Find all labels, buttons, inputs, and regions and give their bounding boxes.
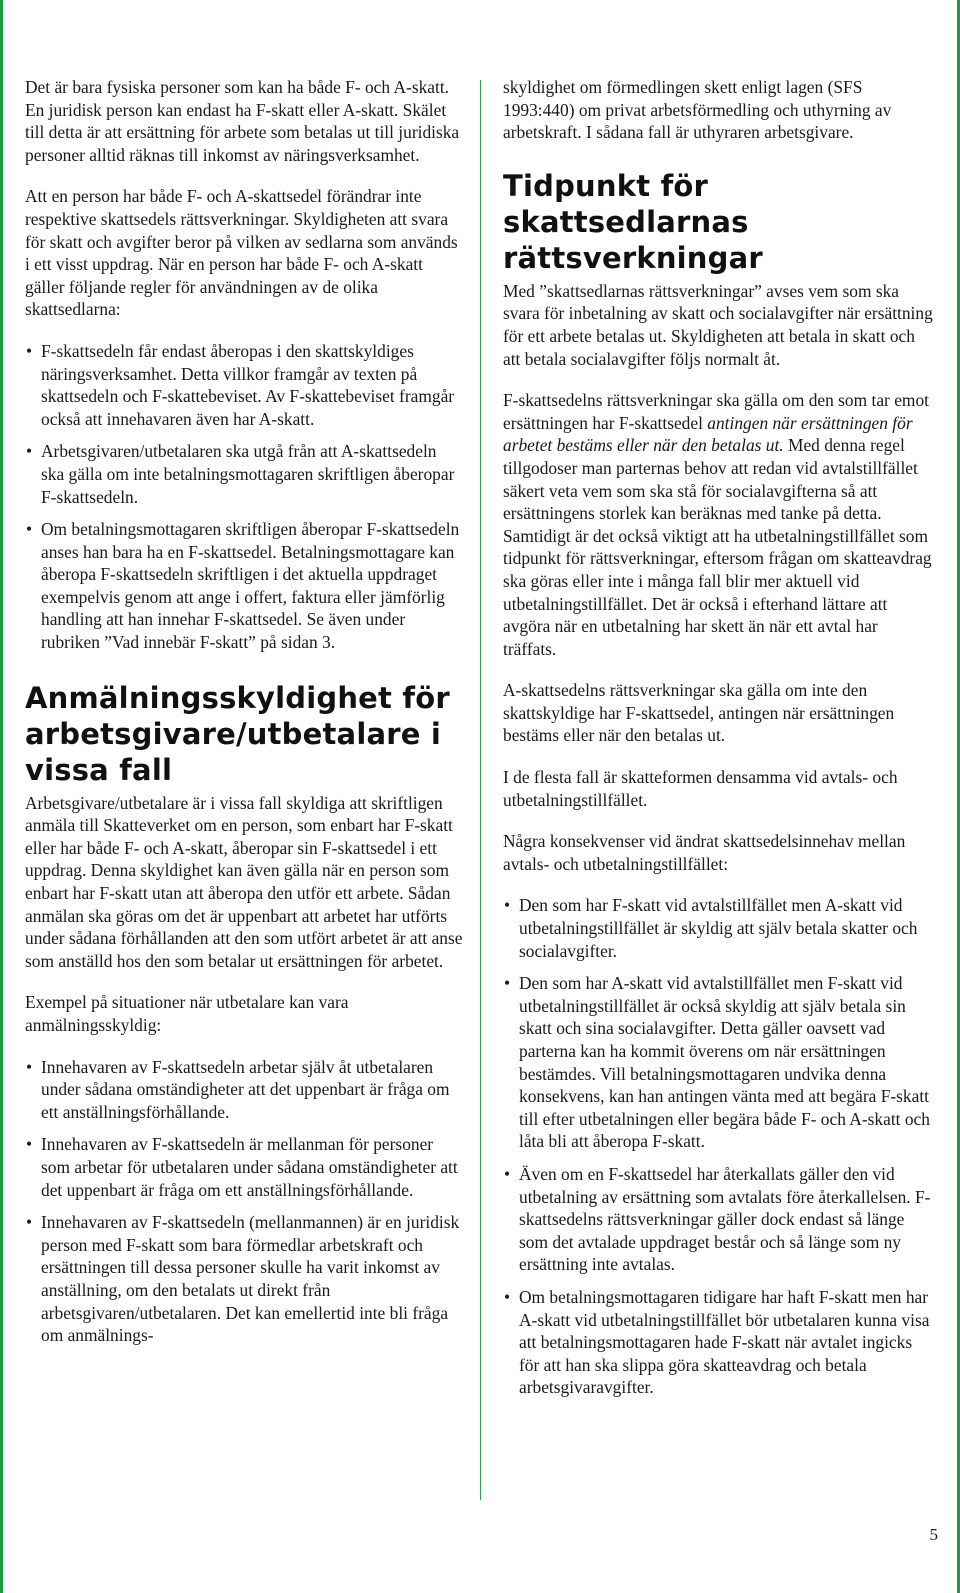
list-item: • Innehavaren av F-skattsedeln är mellanman för personer som arbetar för utbetalaren under sådana omständigheter att det uppenbart är fråga om ett anställningsförhållande. — [25, 1133, 463, 1201]
list-item: • Innehavaren av F-skattsedeln arbetar själv åt utbetalaren under sådana omständigheter att det uppenbart är fråga om ett anställningsförhållande. — [25, 1056, 463, 1124]
paragraph-konsekvenser: Några konsekvenser vid ändrat skattsedelsinnehav mellan avtals- och utbetalningstillfället: — [503, 831, 906, 874]
list-item: • Den som har A-skatt vid avtalstillfället men F-skatt vid utbetalningstillfället är också skyldig att själv betala sin skatt och sina socialavgifter. Detta gäller oavsett vad parterna kan ha kommit överens om när ersättningen bestämdes. Vill betalningsmottagaren undvika denna konsekvens, kan han antingen vänta med att begära F-skatt till efter utbetalningen eller begära både F- och A-skatt och låta bli att åberopa F-skatt. — [503, 972, 935, 1153]
list-item: • Även om en F-skattsedel har återkallats gäller den vid utbetalning av ersättning som avtalats före återkallelsen. F-skattsedelns rättsverkningar gäller dock endast så länge som det avtalade uppdraget består och så länge som ny ersättning inte avtalas. — [503, 1163, 935, 1276]
emphasis-text: antingen när ersättningen för arbetet bestäms eller när den betalas ut. — [503, 412, 913, 456]
section-heading-tidpunkt: Tidpunkt för skattsedlarnas rättsverkningar — [503, 168, 763, 275]
left-column — [25, 76, 463, 1366]
list-item: • Arbetsgivaren/utbetalaren ska utgå från att A-skattsedeln ska gälla om inte betalningsmottagaren skriftligen åberopar F-skattsedeln. — [25, 440, 463, 508]
paragraph-formedling: skyldighet om förmedlingen skett enligt lagen (SFS 1993:440) om privat arbetsförmedling och uthyrning av arbetskraft. I sådana fall är uthyraren arbetsgivare. — [503, 77, 892, 143]
paragraph-exempel: Exempel på situationer när utbetalare kan vara anmälningsskyldig: — [25, 992, 349, 1035]
paragraph-a-skattsedel: A-skattsedelns rättsverkningar ska gälla om inte den skattskyldige har F-skattsedel, antingen när ersättningen bestäms eller när den betalas ut. — [503, 680, 895, 746]
paragraph-rattsverkningar: Att en person har både F- och A-skattsedel förändrar inte respektive skattsedels rättsverkningar. Skyldigheten att svara för skatt och avgifter beror på vilken av sedlarna som används i ett visst uppdrag. När en person har både F- och A-skatt gäller följande regler för användningen av de olika skattsedlarna: — [25, 186, 458, 320]
list-item: • Om betalningsmottagaren tidigare har haft F-skatt men har A-skatt vid utbetalningstillfället bör utbetalaren kunna visa att betalningsmottagaren hade F-skatt när avtalet ingicks för att han ska slippa göra skatteavdrag och betala arbetsgivaravgifter. — [503, 1286, 935, 1399]
paragraph-fysiska-personer: Det är bara fysiska personer som kan ha både F- och A-skatt. En juridisk person kan endast ha F-skatt eller A-skatt. Skälet till detta är att ersättning för arbete som betalas ut till juridiska personer alltid räknas till inkomst av näringsverksamhet. — [25, 77, 460, 165]
paragraph-skatteform: I de flesta fall är skatteformen densamma vid avtals- och utbetalningstillfället. — [503, 767, 898, 810]
text-run: F-skattsedelns rättsverkningar ska gälla om den som tar emot ersättningen har F-skattsedel — [503, 390, 929, 433]
list-item: • Om betalningsmottagaren skriftligen åberopar F-skattsedeln anses han bara ha en F-skattsedel. Betalningsmottagare kan åberopa F-skattsedeln skriftligen i det aktuella uppdraget exempelvis genom att ange i offert, faktura eller jämförlig handling att han innehar F-skattsedel. Se även under rubriken ”Vad innebär F-skatt” på sidan 3. — [25, 518, 463, 654]
paragraph-f-skattsedel — [503, 389, 935, 660]
page-edge-left — [0, 0, 3, 1593]
examples-list — [25, 1056, 463, 1347]
text-run: Med denna regel tillgodoser man parternas behov att redan vid avtalstillfället säkert veta vem som ska stå för socialavgifterna så att ersättningens storlek kan beräknas med tanke på detta. Samtidigt är det också viktigt att ha utbetalningstillfället som tidpunkt för rättsverkningar, eftersom frågan om skatteavdrag ska göras eller inte i många fall blir mer aktuell vid utbetalningstillfället. Det är också i efterhand lättare att avgöra när en utbetalning har skett än när ett avtal har träffats. — [503, 435, 932, 659]
list-item: • Innehavaren av F-skattsedeln (mellanmannen) är en juridisk person med F-skatt som bara förmedlar arbetskraft och ersättningen till dessa personer skulle ha varit inkomst av anställning, om den betalats ut direkt från arbetsgivaren/utbetalaren. Det kan emellertid inte bli fråga om anmälnings- — [25, 1211, 463, 1347]
list-item: • F-skattsedeln får endast åberopas i den skattskyldiges näringsverksamhet. Detta villkor framgår av texten på skattsedeln och F-skattebeviset. Av F-skattebeviset framgår också att innehavaren även har A-skatt. — [25, 340, 463, 430]
section-heading-anmalningsskyldighet: Anmälningsskyldighet för arbetsgivare/utbetalare i vissa fall — [25, 680, 450, 787]
rules-list — [25, 340, 463, 654]
paragraph-definition: Med ”skattsedlarnas rättsverkningar” avses vem som ska svara för inbetalning av skatt och socialavgifter när ersättning för ett arbete betalas ut. Skyldigheten att betala in skatt och att betala socialavgifter följs normalt åt. — [503, 280, 933, 369]
paragraph-anmalan: Arbetsgivare/utbetalare är i vissa fall skyldiga att skriftligen anmäla till Skatteverket om en person, som enbart har F-skatt eller har både F- och A-skatt, åberopar sin F-skattsedel i ett uppdrag. Denna skyldighet kan även gälla när en person som enbart har F-skatt utan att åberopa den utför ett arbete. Sådan anmälan ska göras om det är uppenbart att arbetet har utförts under sådana förhållanden att den som utfört arbetet är att anse som anställd hos den som betalar ut ersättningen för arbetet. — [25, 792, 463, 971]
column-divider — [480, 80, 481, 1500]
right-column — [503, 76, 935, 1418]
consequences-list — [503, 894, 935, 1398]
page-number: 5 — [929, 1525, 938, 1544]
list-item: • Den som har F-skatt vid avtalstillfället men A-skatt vid utbetalningstillfället är skyldig att själv betala skatter och socialavgifter. — [503, 894, 935, 962]
